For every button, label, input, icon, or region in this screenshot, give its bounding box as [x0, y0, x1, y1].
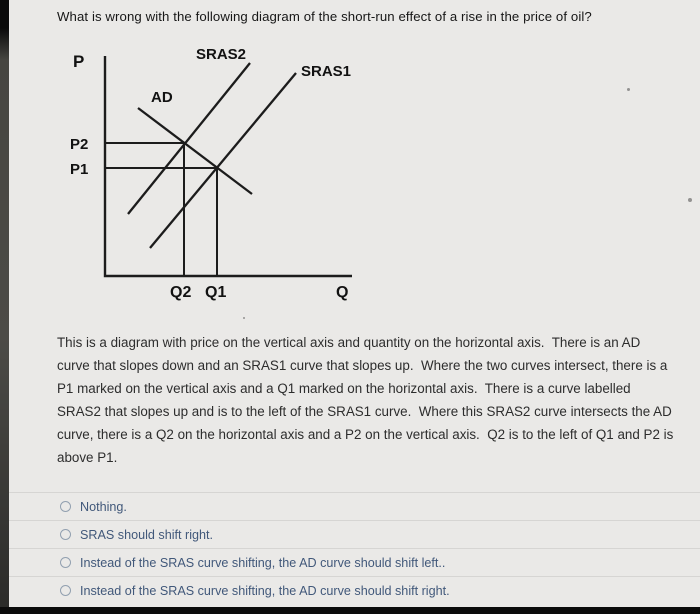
sras1-label: SRAS1 [301, 63, 352, 80]
sras2-curve [128, 63, 250, 214]
answer-option-label: Instead of the SRAS curve shifting, the AD curve should shift left.. [80, 555, 446, 570]
answer-option-sras-shift-right[interactable] [0, 520, 700, 548]
dust-speck [688, 198, 692, 202]
answer-option-label: SRAS should shift right. [80, 527, 213, 542]
y-axis-label: P [73, 52, 85, 71]
diagram-description: This is a diagram with price on the vertical axis and quantity on the horizontal axis. There is an AD curve that slopes down and an SRAS1 curve that slopes up. Where the two curves intersect, there is a P1 marked on the vertical axis and a Q1 marked on the horizontal axis. There is a curve labelled SRAS2 that slopes up and is to the left of the SRAS1 curve. Where this SRAS2 curve intersects the AD curve, there is a Q2 on the horizontal axis and a P2 on the vertical axis. Q2 is to the left of Q1 and P2 is above P1. [57, 335, 678, 465]
q2-label: Q2 [170, 284, 192, 301]
p1-label: P1 [70, 161, 89, 178]
answer-option-label: Instead of the SRAS curve shifting, the AD curve should shift right. [80, 583, 450, 598]
radio-button[interactable] [60, 501, 71, 512]
answer-options [0, 492, 700, 604]
x-axis-label: Q [336, 284, 349, 301]
answer-option-label: Nothing. [80, 499, 127, 514]
dust-speck [627, 88, 630, 91]
q1-label: Q1 [205, 284, 227, 301]
ad-label: AD [151, 89, 173, 106]
radio-button[interactable] [60, 557, 71, 568]
question-text: What is wrong with the following diagram of the short-run effect of a rise in the price of oil? [57, 9, 592, 24]
answer-option-ad-shift-left[interactable] [0, 548, 700, 576]
page-left-edge [0, 0, 9, 614]
radio-button[interactable] [60, 529, 71, 540]
radio-button[interactable] [60, 585, 71, 596]
dust-speck [243, 317, 245, 319]
p2-label: P2 [70, 136, 89, 153]
answer-option-nothing[interactable] [0, 492, 700, 520]
sras2-label: SRAS2 [196, 46, 247, 63]
answer-option-ad-shift-right[interactable] [0, 576, 700, 604]
page-bottom-edge [0, 607, 700, 614]
